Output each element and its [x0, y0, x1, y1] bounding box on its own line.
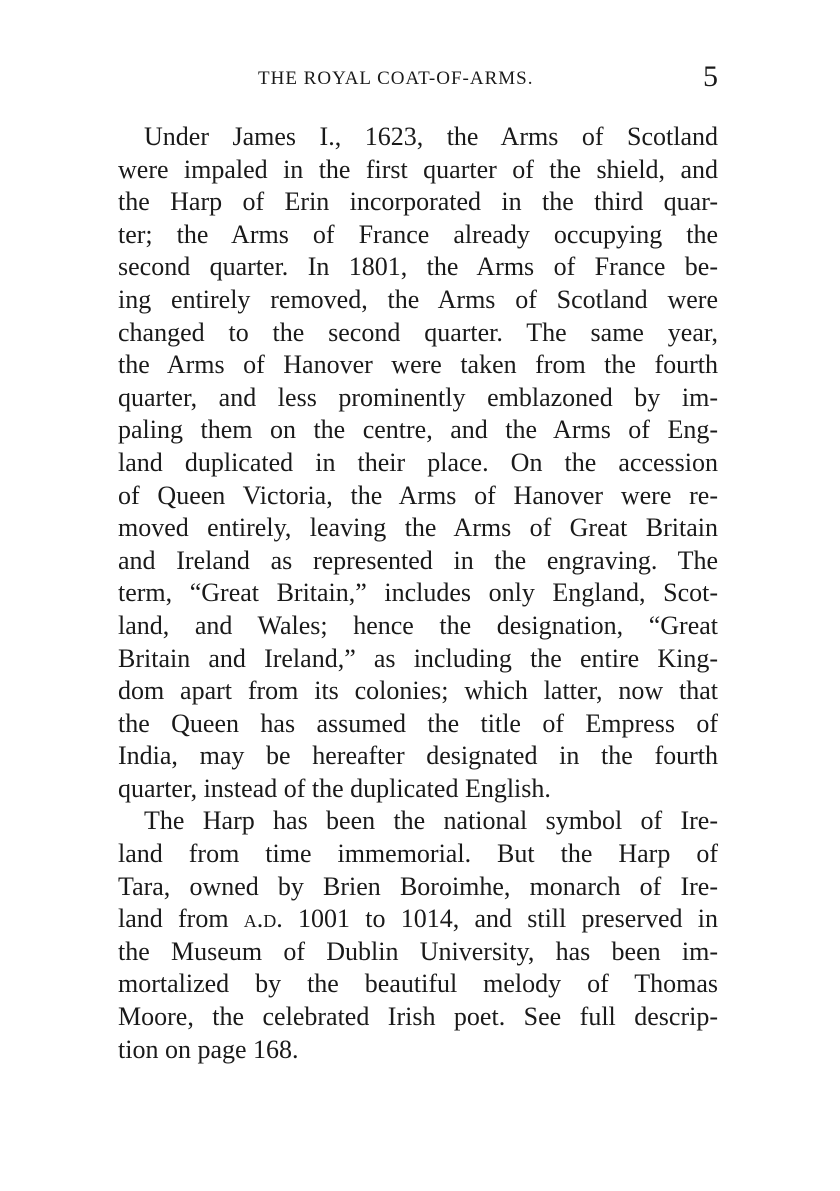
- text-line: and Ireland as represented in the engraving. The: [118, 545, 718, 575]
- text-line: dom apart from its colonies; which latter, now that: [118, 676, 718, 706]
- text-line: mortalized by the beautiful melody of Thomas: [118, 969, 718, 999]
- text-line: second quarter. In 1801, the Arms of France be-: [118, 252, 718, 282]
- era-abbreviation: a.d.: [243, 904, 283, 934]
- running-title: THE ROYAL COAT-OF-ARMS.: [258, 68, 534, 89]
- text-line: the Harp of Erin incorporated in the third quar-: [118, 187, 718, 217]
- text-line: land duplicated in their place. On the accession: [118, 447, 718, 477]
- text-line: were impaled in the first quarter of the shield, and: [118, 154, 718, 184]
- paragraph-1: [118, 121, 718, 805]
- text-line: the Queen has assumed the title of Empress of: [118, 708, 718, 738]
- text-line: Under James I., 1623, the Arms of Scotland: [144, 122, 718, 151]
- body-text: [118, 121, 718, 1066]
- page-number: 5: [703, 60, 718, 93]
- text-line: Britain and Ireland,” as including the entire King-: [118, 643, 718, 673]
- text-line: ing entirely removed, the Arms of Scotland were: [118, 284, 718, 314]
- text-line-with-date: [118, 903, 718, 936]
- text-line: Moore, the celebrated Irish poet. See full descrip-: [118, 1002, 718, 1032]
- text-line: of Queen Victoria, the Arms of Hanover were re-: [118, 480, 718, 510]
- text-line: the Arms of Hanover were taken from the fourth: [118, 350, 718, 380]
- text-line: quarter, instead of the duplicated English.: [118, 773, 551, 803]
- text-span: 1001 to 1014, and still preserved in: [282, 904, 718, 934]
- text-line: the Museum of Dublin University, has been im-: [118, 936, 718, 966]
- text-line: tion on page 168.: [118, 1034, 299, 1064]
- text-span: land from: [118, 904, 244, 934]
- text-line: changed to the second quarter. The same year,: [118, 317, 718, 347]
- text-line: paling them on the centre, and the Arms of Eng-: [118, 415, 718, 445]
- text-line: land from time immemorial. But the Harp of: [118, 839, 718, 869]
- text-line: quarter, and less prominently emblazoned by im-: [118, 382, 718, 412]
- text-line: Tara, owned by Brien Boroimhe, monarch of Ire-: [118, 871, 718, 901]
- text-line: land, and Wales; hence the designation, “Great: [118, 610, 718, 640]
- text-line: The Harp has been the national symbol of Ire-: [144, 806, 718, 836]
- text-line: India, may be hereafter designated in the fourth: [118, 741, 718, 771]
- text-line: ter; the Arms of France already occupying the: [118, 219, 718, 249]
- paragraph-2: [118, 805, 718, 1066]
- text-line: moved entirely, leaving the Arms of Great Britain: [118, 513, 718, 543]
- text-line: term, “Great Britain,” includes only England, Scot-: [118, 578, 718, 608]
